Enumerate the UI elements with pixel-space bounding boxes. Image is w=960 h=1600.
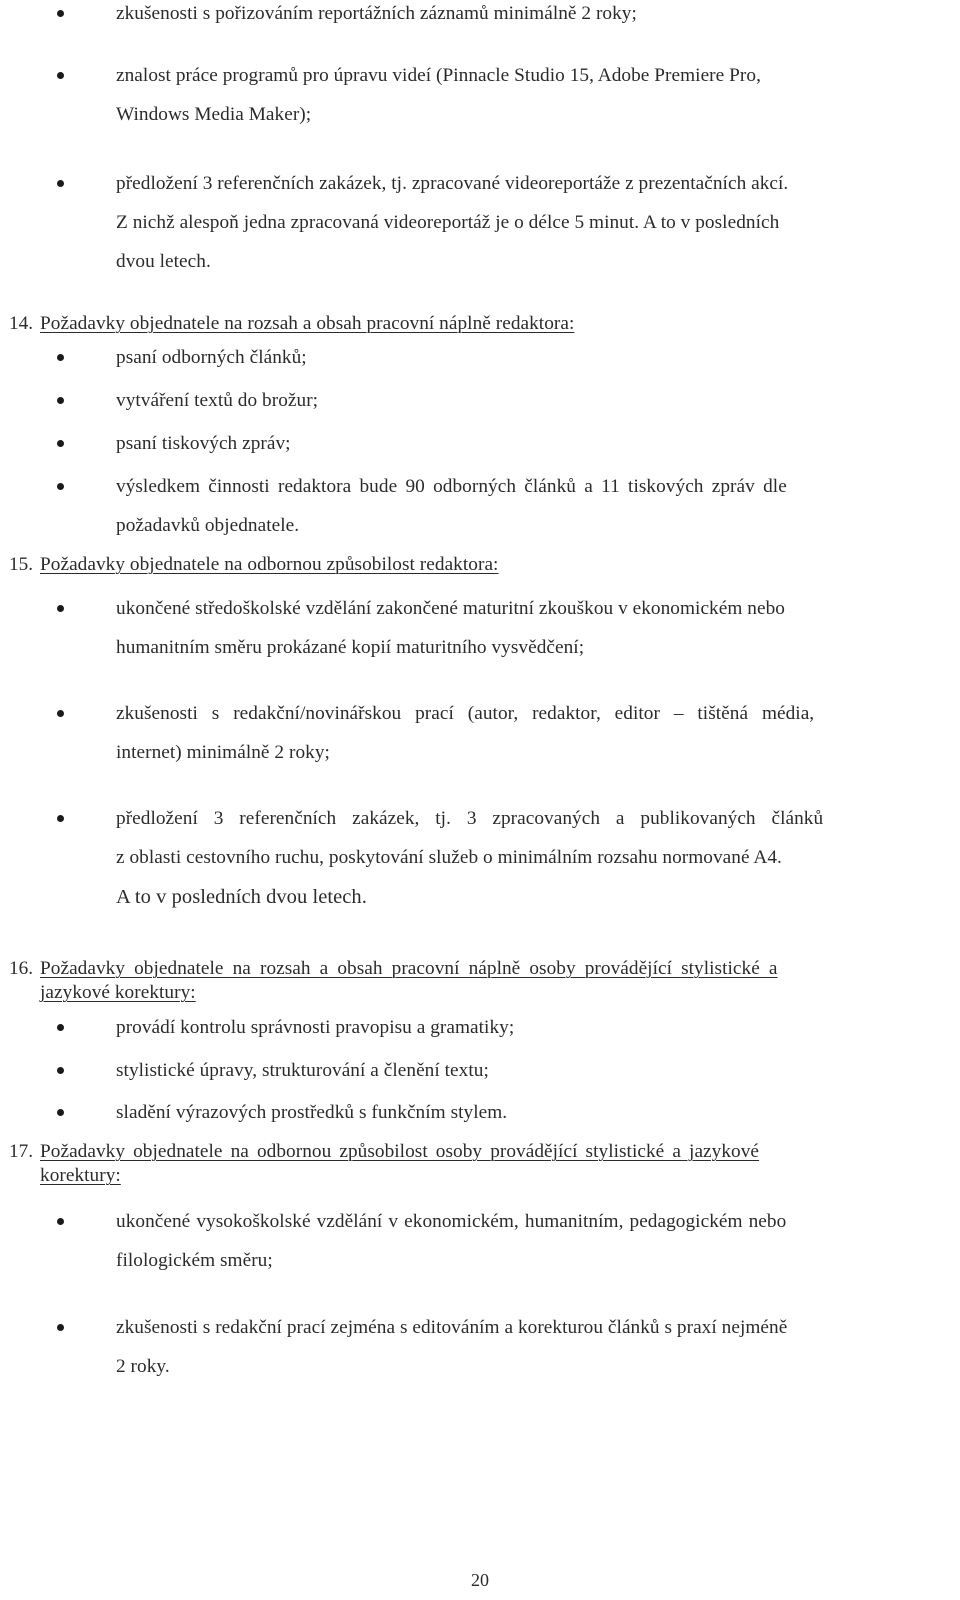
section-number: 15. — [9, 554, 34, 575]
bullet-icon — [57, 1067, 64, 1074]
bullet-icon — [57, 1109, 64, 1116]
list-item-text: A to v posledních dvou letech. — [116, 886, 367, 908]
list-item-text: psaní odborných článků; — [116, 347, 307, 368]
list-item-text: internet) minimálně 2 roky; — [116, 742, 330, 763]
list-item-text: zkušenosti s redakční/novinářskou prací (autor, redaktor, editor – tištěná média, — [116, 703, 815, 724]
list-item-text: z oblasti cestovního ruchu, poskytování služeb o minimálním rozsahu normované A4. — [116, 847, 782, 868]
list-item-text: požadavků objednatele. — [116, 515, 300, 536]
bullet-icon — [57, 440, 64, 447]
list-item-text: předložení 3 referenčních zakázek, tj. 3 zpracovaných a publikovaných článků — [116, 808, 824, 829]
list-item-text: provádí kontrolu správnosti pravopisu a gramatiky; — [116, 1017, 515, 1038]
section-heading: Požadavky objednatele na rozsah a obsah pracovní náplně osoby provádějící stylistické a — [40, 958, 778, 979]
list-item-text: předložení 3 referenčních zakázek, tj. zpracované videoreportáže z prezentačních akcí. — [116, 173, 789, 194]
bullet-icon — [57, 1024, 64, 1031]
section-heading: Požadavky objednatele na odbornou způsobilost osoby provádějící stylistické a jazykové — [40, 1141, 760, 1162]
section-heading: Požadavky objednatele na odbornou způsobilost redaktora: — [40, 554, 499, 575]
section-number: 17. — [9, 1141, 34, 1162]
list-item-text: sladění výrazových prostředků s funkčním stylem. — [116, 1102, 508, 1123]
bullet-icon — [57, 483, 64, 490]
section-heading: korektury: — [40, 1165, 121, 1186]
bullet-icon — [57, 180, 64, 187]
list-item-text: zkušenosti s pořizováním reportážních záznamů minimálně 2 roky; — [116, 3, 637, 24]
bullet-icon — [57, 1324, 64, 1331]
bullet-icon — [57, 710, 64, 717]
list-item-text: výsledkem činnosti redaktora bude 90 odborných článků a 11 tiskových zpráv dle — [116, 476, 787, 497]
list-item-text: zkušenosti s redakční prací zejména s editováním a korekturou článků s praxí nejméně — [116, 1317, 788, 1338]
bullet-icon — [57, 397, 64, 404]
page-number: 20 — [471, 1570, 489, 1590]
section-heading: jazykové korektury: — [40, 982, 196, 1003]
bullet-icon — [57, 815, 64, 822]
section-heading: Požadavky objednatele na rozsah a obsah pracovní náplně redaktora: — [40, 313, 575, 334]
list-item-text: humanitním směru prokázané kopií maturitního vysvědčení; — [116, 637, 585, 658]
list-item-text: psaní tiskových zpráv; — [116, 433, 291, 454]
bullet-icon — [57, 72, 64, 79]
list-item-text — [116, 64, 938, 88]
bullet-icon — [57, 10, 64, 17]
list-item-text: Z nichž alespoň jedna zpracovaná videoreportáž je o délce 5 minut. A to v posledních — [116, 212, 780, 233]
list-item-text: filologickém směru; — [116, 1250, 273, 1271]
list-item-line: znalost práce programů pro úpravu videí (Pinnacle Studio 15, Adobe Premiere Pro, — [116, 65, 761, 86]
section-number: 14. — [9, 313, 34, 334]
list-item-text: ukončené středoškolské vzdělání zakončené maturitní zkouškou v ekonomickém nebo — [116, 598, 785, 619]
list-item-text: stylistické úpravy, strukturování a členění textu; — [116, 1060, 489, 1081]
list-item-text: ukončené vysokoškolské vzdělání v ekonomickém, humanitním, pedagogickém nebo — [116, 1211, 787, 1232]
bullet-icon — [57, 1218, 64, 1225]
bullet-icon — [57, 354, 64, 361]
section-number: 16. — [9, 958, 34, 979]
list-item-text: 2 roky. — [116, 1356, 170, 1377]
list-item-text: dvou letech. — [116, 251, 211, 272]
list-item-text: Windows Media Maker); — [116, 104, 312, 125]
list-item-text: vytváření textů do brožur; — [116, 390, 319, 411]
bullet-icon — [57, 605, 64, 612]
